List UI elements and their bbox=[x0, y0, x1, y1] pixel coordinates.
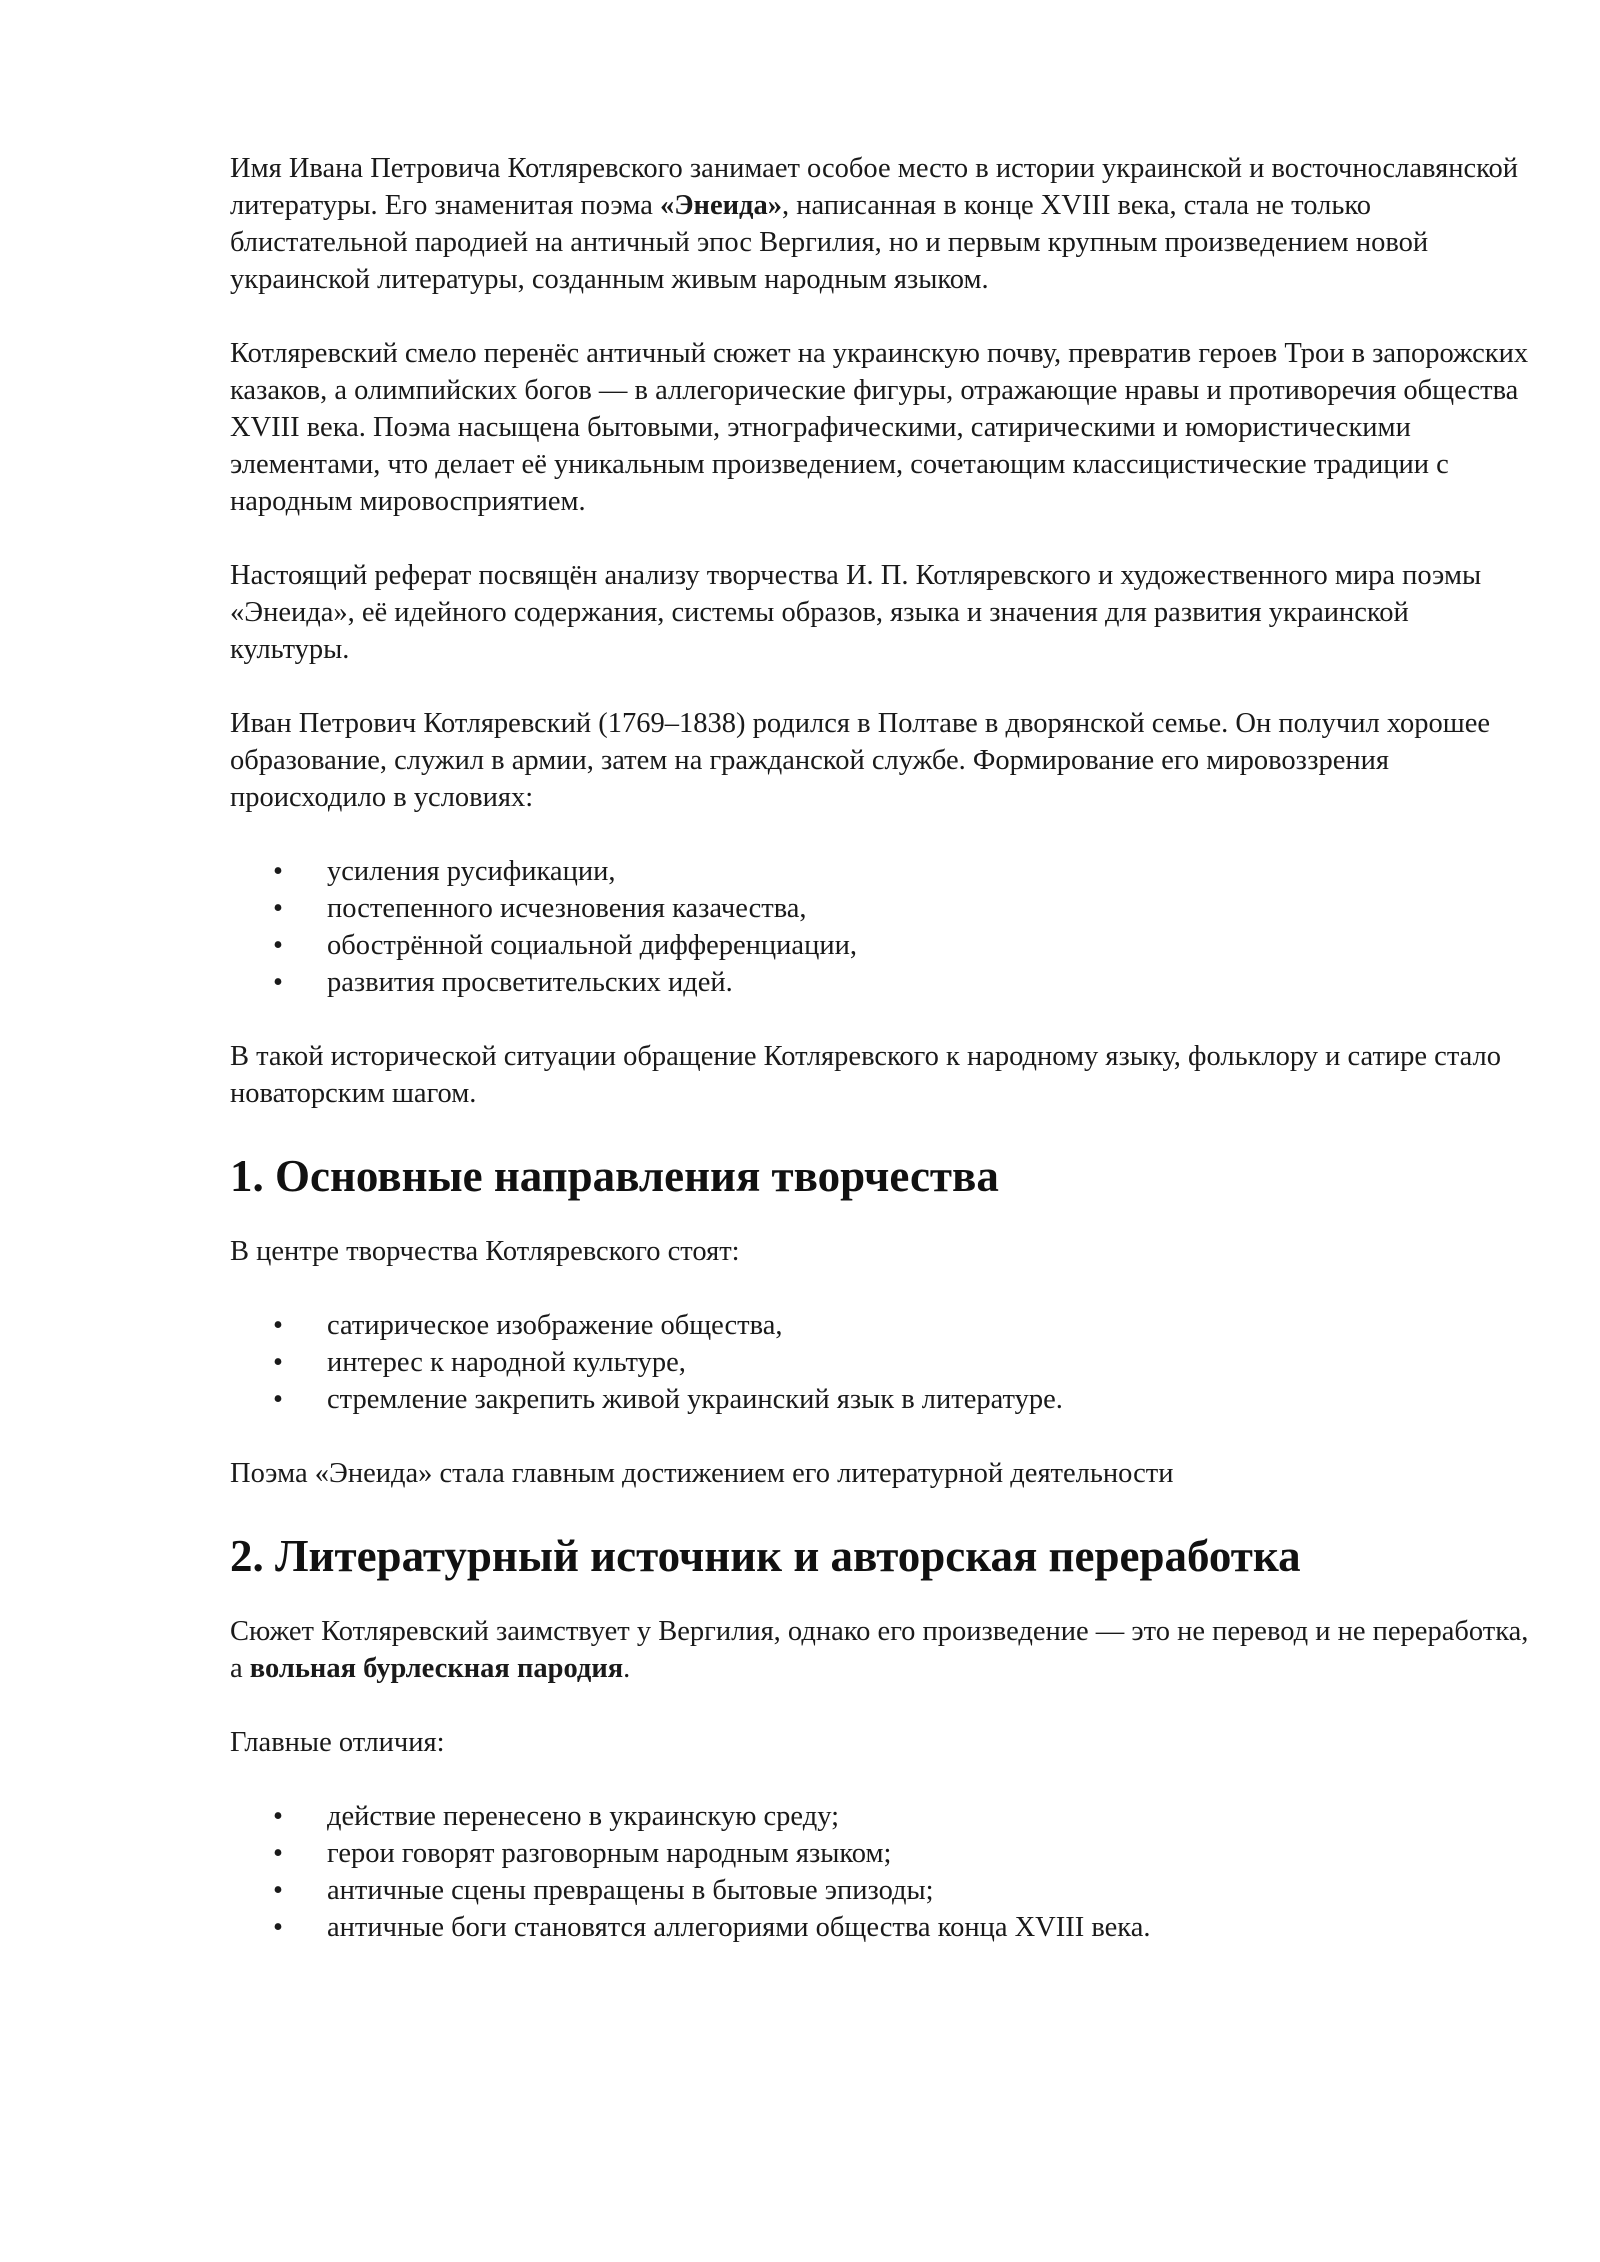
section-2-paragraph-1 bbox=[230, 1613, 1530, 1687]
list-item: • герои говорят разговорным народным языком; bbox=[230, 1835, 1530, 1872]
section-1-heading: 1. Основные направления творчества bbox=[230, 1151, 999, 1201]
section-2-paragraph-1-text: Сюжет Котляревский заимствует у Вергилия, однако его произведение — это не перевод и не переработка, а bbox=[230, 1616, 1529, 1684]
list-item: • античные боги становятся аллегориями общества конца XVIII века. bbox=[230, 1909, 1530, 1946]
section-1-paragraph-2: Поэма «Энеида» стала главным достижением его литературной деятельности bbox=[230, 1458, 1174, 1489]
creative-directions-list bbox=[230, 1307, 1530, 1418]
list-item: • обострённой социальной дифференциации, bbox=[230, 927, 1530, 964]
list-item: • развития просветительских идей. bbox=[230, 964, 1530, 1001]
biography-paragraph: Иван Петрович Котляревский (1769–1838) родился в Полтаве в дворянской семье. Он получил хорошее образование, служил в армии, затем на гражданской службе. Формирование его мировоззрения происходило в условиях: bbox=[230, 708, 1491, 813]
burlesque-parody-bold: вольная бурлескная пародия bbox=[249, 1653, 624, 1684]
poem-title-bold: «Энеида» bbox=[659, 190, 782, 221]
historical-context-paragraph: В такой исторической ситуации обращение Котляревского к народному языку, фольклору и сатире стало новаторским шагом. bbox=[230, 1041, 1502, 1109]
intro-paragraph-1 bbox=[230, 150, 1530, 298]
intro-paragraph-3: Настоящий реферат посвящён анализу творчества И. П. Котляревского и художественного мира поэмы «Энеида», её идейного содержания, системы образов, языка и значения для развития украинской культуры. bbox=[230, 560, 1482, 665]
list-item: • античные сцены превращены в бытовые эпизоды; bbox=[230, 1872, 1530, 1909]
conditions-list bbox=[230, 853, 1530, 1001]
list-item: • интерес к народной культуре, bbox=[230, 1344, 1530, 1381]
section-2-heading: 2. Литературный источник и авторская переработка bbox=[230, 1531, 1301, 1581]
list-item: • усиления русификации, bbox=[230, 853, 1530, 890]
list-item: • сатирическое изображение общества, bbox=[230, 1307, 1530, 1344]
list-item: • действие перенесено в украинскую среду; bbox=[230, 1798, 1530, 1835]
document-page bbox=[230, 150, 1530, 1983]
section-1-paragraph-1: В центре творчества Котляревского стоят: bbox=[230, 1236, 740, 1267]
list-item: • постепенного исчезновения казачества, bbox=[230, 890, 1530, 927]
section-2-paragraph-1-end: . bbox=[623, 1653, 631, 1684]
section-2-paragraph-2: Главные отличия: bbox=[230, 1727, 445, 1758]
intro-paragraph-1-text: Имя Ивана Петровича Котляревского занимает особое место в истории украинской и восточнославянской литературы. Его знаменитая поэма bbox=[230, 153, 1519, 221]
list-item: • стремление закрепить живой украинский язык в литературе. bbox=[230, 1381, 1530, 1418]
intro-paragraph-2: Котляревский смело перенёс античный сюжет на украинскую почву, превратив героев Трои в запорожских казаков, а олимпийских богов — в аллегорические фигуры, отражающие нравы и противоречия общества XVIII века. Поэма насыщена бытовыми, этнографическими, сатирическими и юмористическими элементами, что делает её уникальным произведением, сочетающим классицистические традиции с народным мировосприятием. bbox=[230, 338, 1529, 517]
differences-list bbox=[230, 1798, 1530, 1946]
intro-paragraph-1-text-end: , написанная в конце XVIII века, стала не только блистательной пародией на античный эпос Вергилия, но и первым крупным произведением новой украинской литературы, созданным живым народным языком. bbox=[230, 190, 1429, 295]
